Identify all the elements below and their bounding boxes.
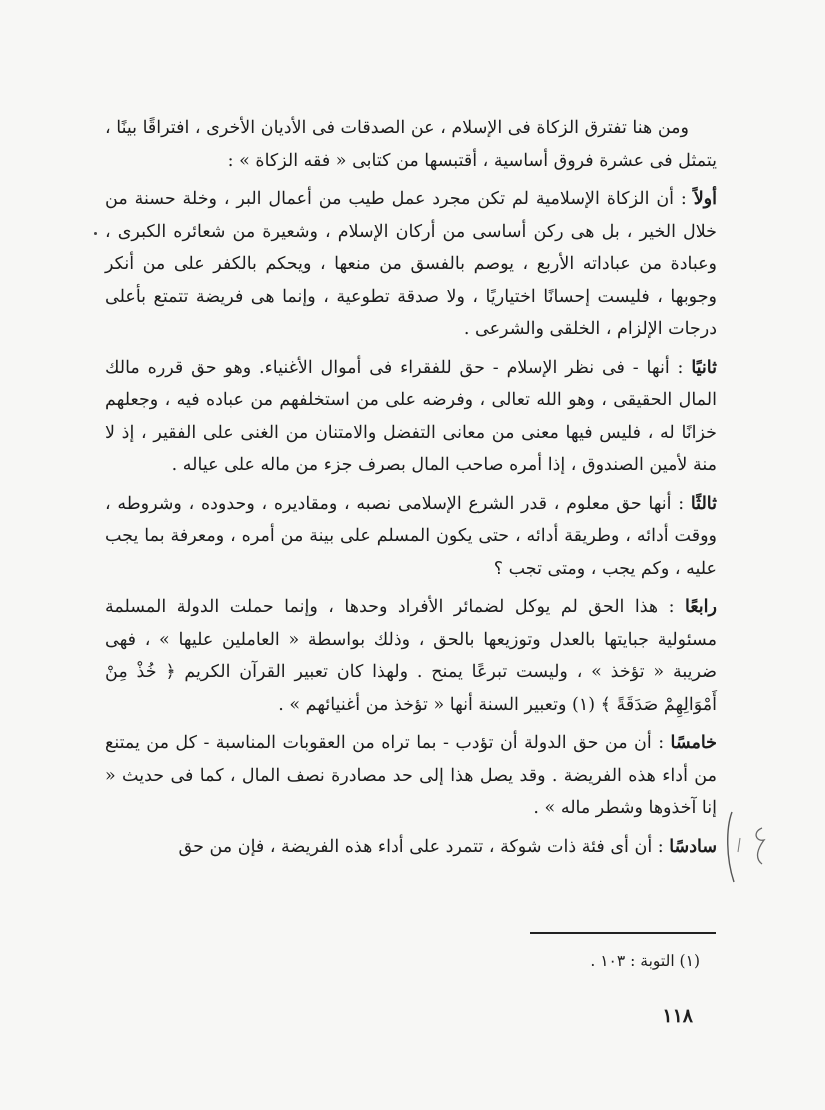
body-text	[105, 112, 717, 869]
paragraph-text: : أن أى فئة ذات شوكة ، تتمرد على أداء هذه الفريضة ، فإن من حق	[178, 836, 670, 857]
paragraph-fourth-point	[105, 591, 717, 721]
paragraph-second-point	[105, 352, 717, 482]
handwritten-margin-mark	[722, 808, 782, 888]
page-number: ١١٨	[662, 1005, 693, 1027]
paragraph-text: ومن هنا تفترق الزكاة فى الإسلام ، عن الصدقات فى الأديان الأخرى ، افتراقًا بينًا ، يتمثل فى عشرة فروق أساسية ، أقتبسها من كتابى « فقه الزكاة » :	[105, 118, 717, 171]
paragraph-third-point	[105, 488, 717, 586]
point-heading: رابعًا	[685, 597, 717, 617]
point-heading: خامسًا	[670, 733, 717, 753]
footnote-divider	[530, 932, 716, 934]
paragraph-text: : أن من حق الدولة أن تؤدب - بما تراه من العقوبات المناسبة - كل من يمتنع من أداء هذه الفريضة . وقد يصل هذا إلى حد مصادرة نصف المال ، كما فى حديث « إنا آخذوها وشطر ماله » .	[105, 733, 717, 818]
point-heading: ثانيًا	[691, 357, 717, 378]
footnote: (١) التوبة : ١٠٣ .	[590, 952, 700, 970]
paragraph-text: : أنها - فى نظر الإسلام - حق للفقراء فى أموال الأغنياء. وهو حق قرره مالك المال الحقيقى ، وهو الله تعالى ، وفرضه على من استخلفهم من عباده فيه ، وجعلهم خزانًا له ، فليس فيها معنى من معانى التفضل والامتنان من الغنى على الفقير ، إذ لا منة لأمين الصندوق ، إذا أمره صاحب المال بصرف جزء من ماله على عياله .	[105, 357, 717, 475]
paragraph-sixth-point	[105, 831, 717, 864]
paragraph-text: : هذا الحق لم يوكل لضمائر الأفراد وحدها ، وإنما حملت الدولة المسلمة مسئولية جبايتها بالعدل وتوزيعها بالحق ، وذلك بواسطة « العاملين عليها » ، فهى ضريبة « تؤخذ » ، وليست تبرعًا يمنح . ولهذا كان تعبير القرآن الكريم ﴿ خُذْ مِنْ أَمْوَالِهِمْ صَدَقَةً ﴾ (١) وتعبير السنة أنها « تؤخذ من أغنيائهم » .	[105, 597, 717, 715]
scan-speck	[94, 232, 97, 235]
paragraph-text: : أن الزكاة الإسلامية لم تكن مجرد عمل طيب من أعمال البر ، وخلة حسنة من خلال الخير ، بل هى ركن أساسى من أركان الإسلام ، وشعيرة من شعائره الكبرى ، وعبادة من عباداته الأربع ، يوصم بالفسق من منعها ، ويحكم بالكفر على من أنكر وجوبها ، فليست إحسانًا اختياريًا ، ولا صدقة تطوعية ، وإنما هى فريضة تتمتع بأعلى درجات الإلزام ، الخلقى والشرعى .	[105, 189, 717, 339]
point-heading: سادسًا	[669, 836, 717, 857]
paragraph-fifth-point	[105, 727, 717, 825]
paragraph-intro	[105, 112, 717, 177]
point-heading: أولاً	[693, 189, 717, 209]
paragraph-text: : أنها حق معلوم ، قدر الشرع الإسلامى نصبه ، ومقاديره ، وحدوده ، وشروطه ، ووقت أدائه ، وطريقة أدائه ، حتى يكون المسلم على بينة من أمره ، ومعرفة بما يجب عليه ، وكم يجب ، ومتى تجب ؟	[105, 493, 717, 579]
paragraph-first-point	[105, 183, 717, 346]
point-heading: ثالثًا	[690, 493, 717, 514]
